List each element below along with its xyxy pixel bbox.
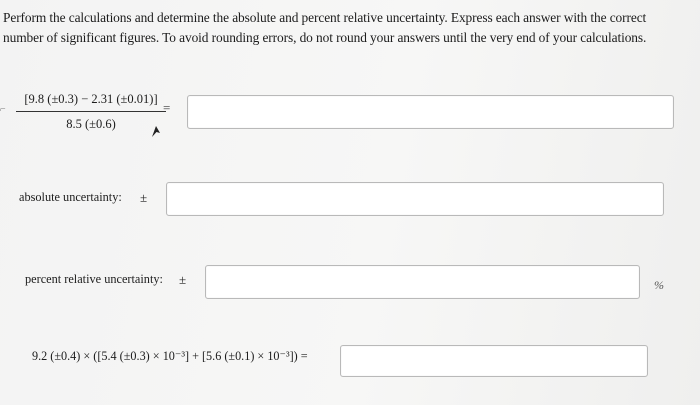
- absolute-uncertainty-input[interactable]: [166, 182, 664, 216]
- fraction-expression: [16, 92, 166, 132]
- plus-minus-sign-1: ±: [140, 190, 148, 205]
- mouse-cursor-icon: [151, 124, 161, 138]
- percent-relative-uncertainty-label: percent relative uncertainty:: [25, 272, 163, 286]
- equals-sign: =: [163, 100, 171, 115]
- plus-minus-sign-2: ±: [179, 272, 187, 287]
- instructions-text: [3, 8, 693, 48]
- percent-relative-uncertainty-input[interactable]: [205, 265, 640, 299]
- absolute-uncertainty-label: absolute uncertainty:: [19, 190, 122, 204]
- fraction-denominator: 8.5 (±0.6): [66, 117, 116, 131]
- instructions-line-1: Perform the calculations and determine the absolute and percent relative uncertainty. Express each answer with the correct: [3, 10, 647, 25]
- percent-unit: %: [654, 278, 664, 292]
- answer-input-2[interactable]: [340, 345, 648, 377]
- answer-input-1[interactable]: [187, 95, 674, 129]
- problem-2-expression: 9.2 (±0.4) × ([5.4 (±0.3) × 10⁻³] + [5.6 (±0.1) × 10⁻³]) =: [32, 349, 308, 363]
- instructions-line-2: number of significant figures. To avoid rounding errors, do not round your answers until the very end of your calculations.: [3, 30, 647, 45]
- fraction-numerator: [9.8 (±0.3) − 2.31 (±0.01)]: [16, 92, 166, 112]
- edge-mark: ⌐: [0, 104, 6, 115]
